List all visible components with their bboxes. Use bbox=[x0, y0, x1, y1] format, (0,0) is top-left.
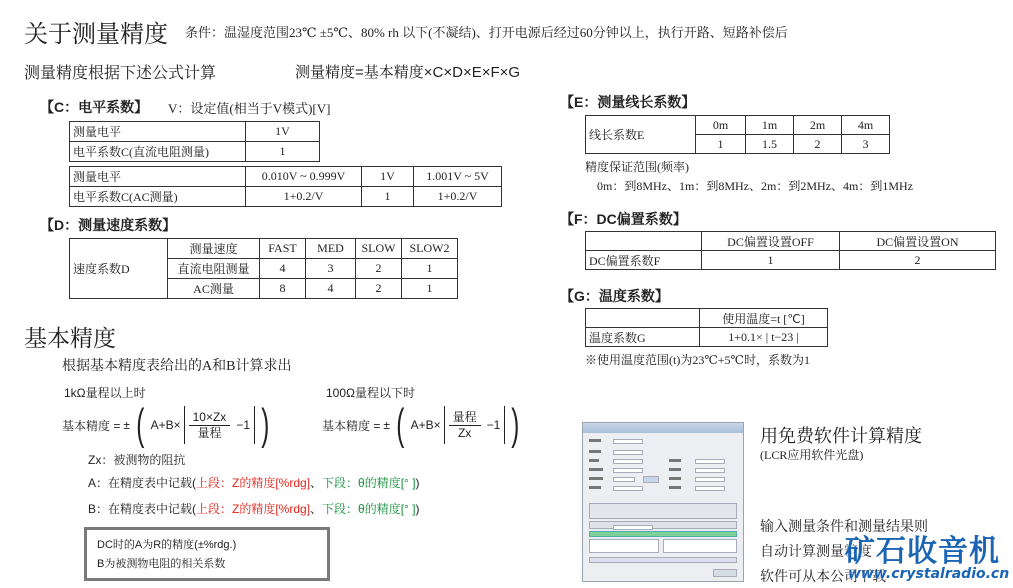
progress-bar bbox=[589, 557, 737, 563]
cell: 0m bbox=[696, 116, 746, 135]
cell: 速度系数D bbox=[70, 239, 168, 299]
left-caption: 1kΩ量程以上时 bbox=[64, 386, 146, 400]
numerator: 量程 bbox=[449, 410, 481, 426]
denominator: Zx bbox=[457, 425, 472, 440]
dc-note-line2: B为被测物电阻的相关系数 bbox=[97, 558, 226, 570]
section-d-title: 【D：测量速度系数】 bbox=[40, 217, 177, 233]
cell: 1V bbox=[246, 122, 320, 142]
field-mark bbox=[695, 486, 725, 491]
minus-one: −1 bbox=[486, 418, 501, 432]
basic-desc: 根据基本精度表给出的A和B计算求出 bbox=[62, 359, 292, 374]
window-titlebar bbox=[583, 423, 743, 433]
cell: 4m bbox=[842, 116, 890, 135]
b-line-red: 上段：Z的精度[%rdg] bbox=[196, 502, 311, 516]
section-g-note: ※使用温度范围(t)为23℃+5℃时，系数为1 bbox=[585, 353, 810, 367]
label-mark bbox=[669, 468, 681, 471]
cell: 1 bbox=[402, 279, 458, 299]
formula-lhs: 基本精度 = bbox=[62, 418, 121, 433]
zx-note: Zx：被测物的阻抗 bbox=[88, 453, 186, 467]
left-paren-icon: ( bbox=[136, 400, 145, 449]
cell: 1m bbox=[746, 116, 794, 135]
cell: 3 bbox=[306, 259, 356, 279]
software-title: 用免费软件计算精度 bbox=[760, 426, 922, 446]
section-f-title: 【F：DC偏置系数】 bbox=[560, 211, 687, 227]
formula-pm: ± bbox=[123, 418, 130, 432]
label-mark bbox=[589, 459, 599, 462]
cell: 1+0.1× | t−23 | bbox=[700, 328, 828, 347]
cell: 1 bbox=[696, 135, 746, 154]
cell: 0.010V ~ 0.999V bbox=[246, 167, 362, 187]
a-line-red: 上段：Z的精度[%rdg] bbox=[196, 476, 311, 490]
cell: 电平系数C(直流电阻测量) bbox=[70, 142, 246, 162]
label-mark bbox=[589, 450, 601, 453]
formula-pm: ± bbox=[383, 418, 390, 432]
section-e-note2: 0m：到8MHz、1m：到8MHz、2m：到2MHz、4m：到1MHz bbox=[597, 179, 913, 193]
label-mark bbox=[589, 439, 601, 442]
section-g-title: 【G：温度系数】 bbox=[560, 288, 669, 304]
page-title: 关于测量精度 bbox=[24, 22, 168, 48]
cell: FAST bbox=[260, 239, 306, 259]
field-mark bbox=[613, 486, 643, 491]
intro-text: 测量精度根据下述公式计算 bbox=[24, 65, 217, 82]
software-line3: 软件可从本公司下载 bbox=[760, 570, 886, 585]
cell: 1 bbox=[246, 142, 320, 162]
formula-ab: A+B× bbox=[150, 418, 181, 432]
right-caption: 100Ω量程以下时 bbox=[326, 386, 415, 400]
minus-one: −1 bbox=[236, 418, 250, 432]
field-mark bbox=[695, 459, 725, 464]
watermark-url: www.crystalradio.cn bbox=[848, 566, 1010, 582]
right-paren-icon: ) bbox=[261, 400, 270, 449]
cell: DC偏置设置ON bbox=[840, 232, 996, 251]
label-mark bbox=[589, 477, 603, 480]
b-line-post: ) bbox=[415, 502, 420, 516]
cell: 1V bbox=[362, 167, 414, 187]
label-mark bbox=[669, 477, 681, 480]
accuracy-formula: 测量精度=基本精度×C×D×E×F×G bbox=[295, 64, 521, 81]
fraction bbox=[189, 410, 231, 441]
cell: SLOW2 bbox=[402, 239, 458, 259]
cell: 电平系数C(AC测量) bbox=[70, 187, 246, 207]
cell: 1.5 bbox=[746, 135, 794, 154]
label-mark bbox=[669, 486, 681, 489]
a-line-post: ) bbox=[415, 476, 420, 490]
cell: 温度系数G bbox=[586, 328, 700, 347]
software-subtitle: (LCR应用软件光盘) bbox=[760, 448, 864, 462]
cell: 4 bbox=[260, 259, 306, 279]
cell: DC偏置系数F bbox=[586, 251, 702, 270]
level-table-dc bbox=[69, 121, 320, 162]
abs-value bbox=[444, 406, 506, 444]
level-table-ac bbox=[69, 166, 502, 207]
formula-right bbox=[322, 400, 526, 449]
group-box bbox=[589, 503, 737, 519]
right-paren-icon: ) bbox=[511, 400, 520, 449]
left-paren-icon: ( bbox=[396, 400, 405, 449]
label-mark bbox=[589, 468, 603, 471]
cell: 2 bbox=[356, 279, 402, 299]
cell: AC测量 bbox=[168, 279, 260, 299]
dc-note-line1: DC时的A为R的精度(±%rdg.) bbox=[97, 539, 237, 551]
cell: 使用温度=t [℃] bbox=[700, 309, 828, 328]
cell: 4 bbox=[306, 279, 356, 299]
group-box bbox=[589, 521, 737, 529]
dc-note-box bbox=[84, 527, 330, 581]
denominator: 量程 bbox=[197, 425, 222, 440]
result-bar bbox=[589, 531, 737, 537]
formula-ab: A+B× bbox=[410, 418, 441, 432]
field-mark bbox=[613, 468, 643, 473]
software-screenshot bbox=[582, 422, 744, 582]
cell bbox=[586, 309, 700, 328]
section-e-note1: 精度保证范围(频率) bbox=[585, 160, 689, 174]
section-c-title: 【C：电平系数】 bbox=[40, 99, 149, 115]
window-button bbox=[643, 476, 659, 483]
label-mark bbox=[589, 486, 601, 489]
cell: MED bbox=[306, 239, 356, 259]
formula-lhs: 基本精度 = bbox=[322, 418, 381, 433]
field-mark bbox=[613, 477, 635, 482]
a-line-green: 下段：θ的精度[° ] bbox=[322, 476, 416, 490]
a-line-pre: A：在精度表中记载( bbox=[88, 476, 197, 490]
result-box bbox=[663, 539, 737, 553]
temperature-table bbox=[585, 308, 828, 347]
section-e-title: 【E：测量线长系数】 bbox=[560, 94, 696, 110]
a-line bbox=[88, 474, 420, 491]
field-mark bbox=[613, 525, 653, 530]
field-mark bbox=[695, 468, 725, 473]
cell: 1.001V ~ 5V bbox=[414, 167, 502, 187]
conditions-text: 条件：温湿度范围23℃ ±5℃、80% rh 以下(不凝结)、打开电源后经过60分钟以上，执行开路、短路补偿后 bbox=[185, 25, 788, 40]
cell: 测量电平 bbox=[70, 122, 246, 142]
b-line bbox=[88, 500, 420, 517]
window-button bbox=[713, 569, 737, 577]
fraction bbox=[449, 410, 481, 441]
cell: 1 bbox=[702, 251, 840, 270]
cell: 1 bbox=[362, 187, 414, 207]
result-box bbox=[589, 539, 659, 553]
cell: 8 bbox=[260, 279, 306, 299]
software-line2: 自动计算测量精度 bbox=[760, 545, 872, 560]
field-mark bbox=[613, 439, 643, 444]
label-mark bbox=[669, 459, 681, 462]
field-mark bbox=[695, 477, 725, 482]
cell: 2m bbox=[794, 116, 842, 135]
numerator: 10×Zx bbox=[189, 410, 231, 426]
cell: 2 bbox=[840, 251, 996, 270]
b-line-green: 下段：θ的精度[° ] bbox=[322, 502, 416, 516]
a-line-mid: 、 bbox=[310, 476, 323, 490]
cell: 测量速度 bbox=[168, 239, 260, 259]
cell: 线长系数E bbox=[586, 116, 696, 154]
field-mark bbox=[613, 459, 643, 464]
cell: 直流电阻测量 bbox=[168, 259, 260, 279]
abs-value bbox=[184, 406, 255, 444]
formula-left bbox=[62, 400, 276, 449]
cell: 1+0.2/V bbox=[246, 187, 362, 207]
cell: 测量电平 bbox=[70, 167, 246, 187]
b-line-mid: 、 bbox=[310, 502, 323, 516]
basic-title: 基本精度 bbox=[24, 326, 116, 351]
cell bbox=[586, 232, 702, 251]
dc-bias-table bbox=[585, 231, 996, 270]
cell: 1 bbox=[402, 259, 458, 279]
cell: 3 bbox=[842, 135, 890, 154]
cell: 2 bbox=[794, 135, 842, 154]
b-line-pre: B：在精度表中记载( bbox=[88, 502, 197, 516]
speed-table bbox=[69, 238, 458, 299]
cell: 1+0.2/V bbox=[414, 187, 502, 207]
cell: DC偏置设置OFF bbox=[702, 232, 840, 251]
section-c-note: V：设定值(相当于V模式)[V] bbox=[168, 101, 331, 116]
cell: SLOW bbox=[356, 239, 402, 259]
watermark-logo: 矿石收音机 bbox=[845, 534, 1000, 569]
cable-table bbox=[585, 115, 890, 154]
software-line1: 输入测量条件和测量结果则 bbox=[760, 520, 928, 535]
cell: 2 bbox=[356, 259, 402, 279]
field-mark bbox=[613, 450, 643, 455]
